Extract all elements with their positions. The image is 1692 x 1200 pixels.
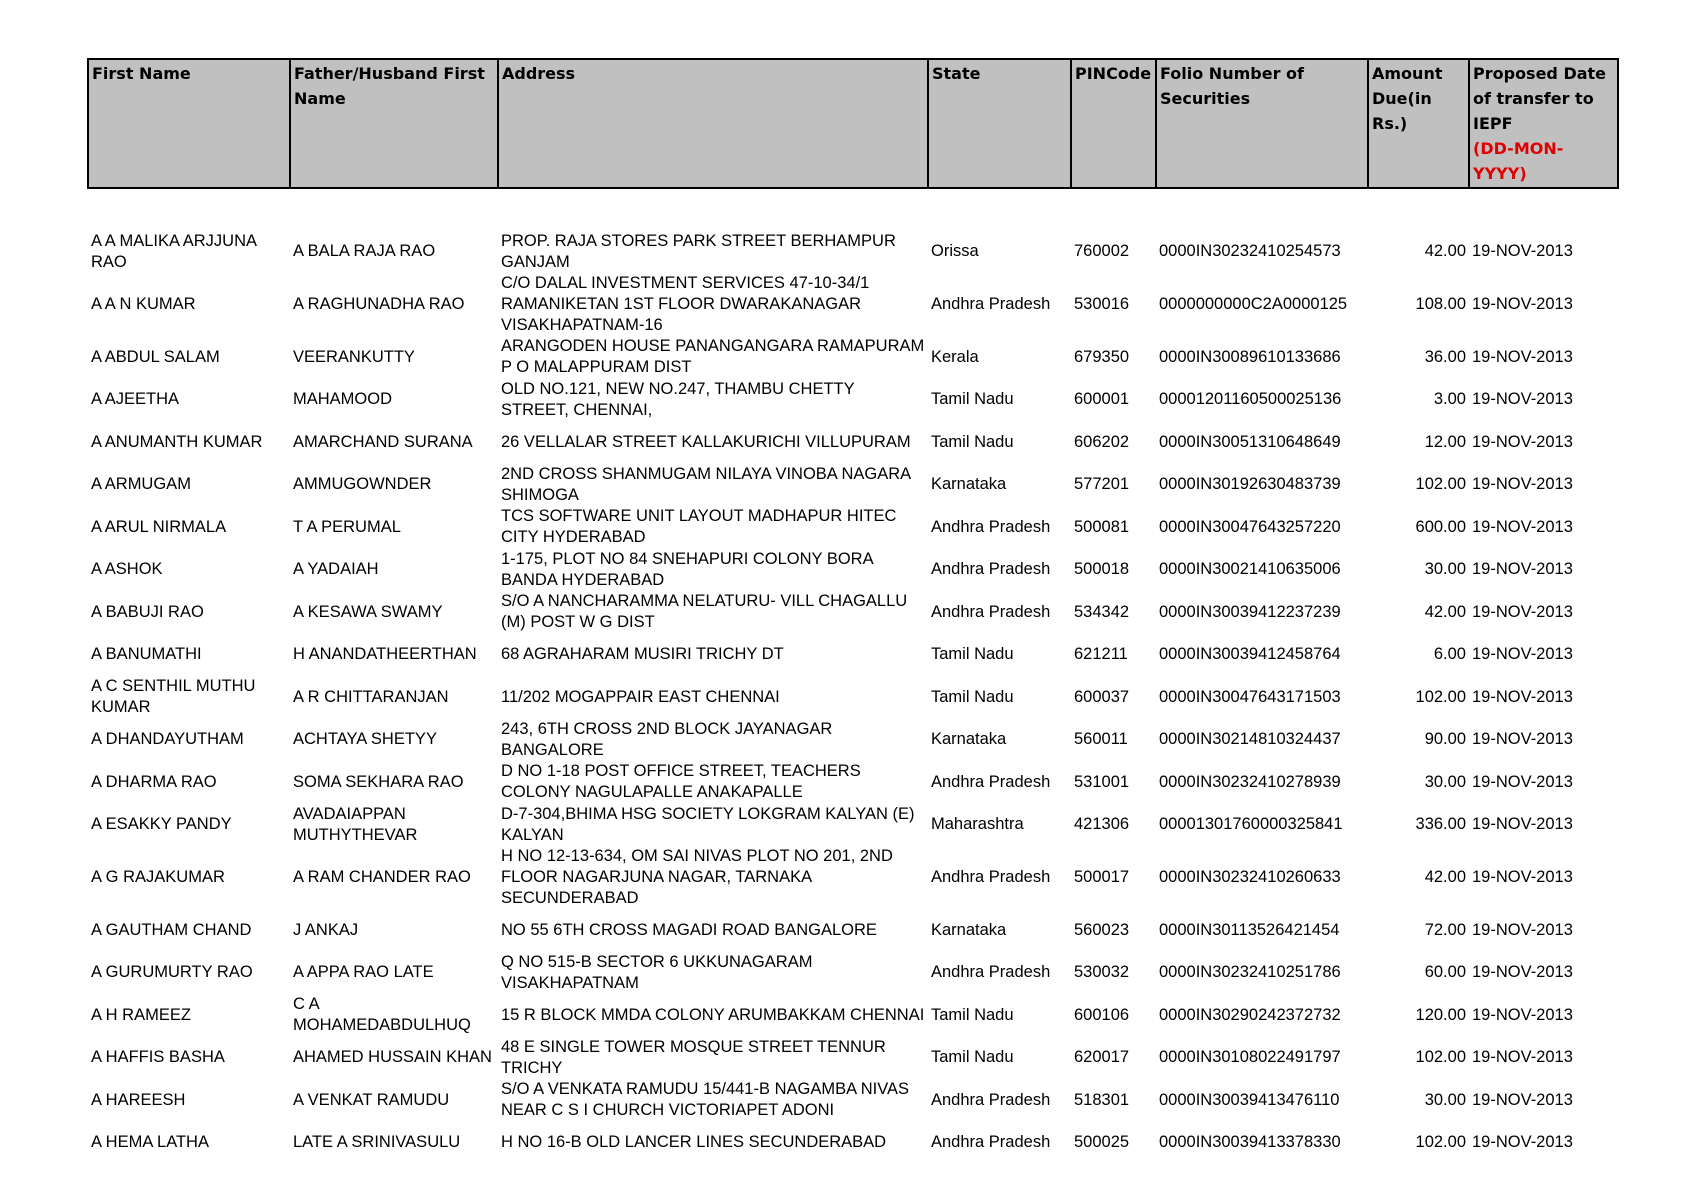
cell-address: H NO 16-B OLD LANCER LINES SECUNDERABAD	[501, 1133, 887, 1152]
cell-state: Andhra Pradesh	[931, 868, 1051, 886]
cell-state: Tamil Nadu	[931, 390, 1014, 409]
cell-first-name: A DHANDAYUTHAM	[91, 730, 244, 749]
table-row	[88, 591, 1618, 634]
table-row	[88, 421, 1618, 464]
cell-pincode: 560023	[1074, 920, 1130, 939]
cell-proposed-date: 19-NOV-2013	[1472, 730, 1573, 749]
cell-first-name: A AJEETHA	[91, 390, 180, 409]
cell-pincode: 421306	[1074, 815, 1130, 834]
cell-proposed-date: 19-NOV-2013	[1472, 475, 1573, 494]
cell-first-name: A DHARMA RAO	[91, 772, 217, 791]
cell-first-name: A H RAMEEZ	[91, 1005, 191, 1024]
cell-father-husband-name: A RAM CHANDER RAO	[293, 868, 471, 886]
cell-pincode: 600106	[1074, 1005, 1130, 1024]
cell-folio-number: 0000IN30232410278939	[1159, 772, 1341, 791]
table-row	[88, 1079, 1618, 1122]
cell-father-husband-name: AHAMED HUSSAIN KHAN	[293, 1048, 492, 1067]
header-address: Address	[498, 59, 928, 188]
cell-father-husband-name: C A MOHAMEDABDULHUQ	[293, 995, 471, 1035]
cell-amount-due: 102.00	[1415, 687, 1466, 706]
cell-state: Andhra Pradesh	[931, 1133, 1051, 1152]
cell-pincode: 679350	[1074, 347, 1130, 366]
cell-amount-due: 12.00	[1424, 432, 1466, 451]
cell-proposed-date: 19-NOV-2013	[1472, 517, 1573, 536]
cell-folio-number: 0000IN30039412458764	[1159, 645, 1341, 664]
table-row	[88, 464, 1618, 507]
cell-folio-number: 0000IN30232410251786	[1159, 963, 1341, 982]
cell-address: 243, 6TH CROSS 2ND BLOCK JAYANAGAR BANGALORE	[501, 719, 833, 759]
cell-amount-due: 30.00	[1424, 1090, 1466, 1109]
table-row	[88, 846, 1618, 909]
cell-amount-due: 90.00	[1424, 730, 1466, 749]
cell-proposed-date: 19-NOV-2013	[1472, 687, 1573, 706]
cell-amount-due: 36.00	[1424, 347, 1466, 366]
cell-father-husband-name: AMMUGOWNDER	[293, 475, 432, 494]
table-row	[88, 761, 1618, 804]
cell-first-name: A GURUMURTY RAO	[91, 963, 253, 982]
cell-proposed-date: 19-NOV-2013	[1472, 868, 1573, 886]
cell-father-husband-name: ACHTAYA SHETYY	[293, 730, 437, 749]
cell-state: Andhra Pradesh	[931, 1090, 1051, 1109]
cell-state: Andhra Pradesh	[931, 560, 1051, 579]
cell-folio-number: 0000IN30108022491797	[1159, 1048, 1341, 1067]
header-row	[88, 59, 1618, 188]
cell-proposed-date: 19-NOV-2013	[1472, 347, 1573, 366]
cell-pincode: 500018	[1074, 560, 1130, 579]
cell-amount-due: 108.00	[1415, 295, 1466, 313]
cell-father-husband-name: A APPA RAO LATE	[293, 963, 434, 982]
cell-amount-due: 336.00	[1415, 815, 1466, 834]
table-row	[88, 1122, 1618, 1165]
table-row	[88, 719, 1618, 762]
cell-amount-due: 60.00	[1424, 963, 1466, 982]
cell-first-name: A ESAKKY PANDY	[91, 815, 232, 834]
cell-first-name: A BANUMATHI	[91, 645, 202, 664]
cell-pincode: 500025	[1074, 1133, 1130, 1152]
cell-folio-number: 0000IN30021410635006	[1159, 560, 1341, 579]
cell-state: Tamil Nadu	[931, 645, 1014, 664]
cell-father-husband-name: H ANANDATHEERTHAN	[293, 645, 477, 664]
cell-proposed-date: 19-NOV-2013	[1472, 645, 1573, 664]
cell-father-husband-name: J ANKAJ	[293, 920, 359, 939]
cell-first-name: A HEMA LATHA	[91, 1133, 209, 1152]
cell-folio-number: 0000IN30232410260633	[1159, 868, 1341, 886]
cell-address: D NO 1-18 POST OFFICE STREET, TEACHERS COLONY NAGULAPALLE ANAKAPALLE	[501, 762, 861, 802]
cell-amount-due: 30.00	[1424, 560, 1466, 579]
iepf-unclaimed-amount-table	[87, 58, 1619, 1164]
table-row	[88, 549, 1618, 592]
table-row	[88, 231, 1618, 274]
cell-amount-due: 42.00	[1424, 602, 1466, 621]
cell-address: 2ND CROSS SHANMUGAM NILAYA VINOBA NAGARA SHIMOGA	[501, 464, 911, 504]
cell-address: 15 R BLOCK MMDA COLONY ARUMBAKKAM CHENNAI	[501, 1005, 925, 1024]
cell-first-name: A A MALIKA ARJJUNA RAO	[91, 231, 257, 271]
cell-father-husband-name: A RAGHUNADHA RAO	[293, 295, 465, 313]
cell-address: PROP. RAJA STORES PARK STREET BERHAMPUR GANJAM	[501, 231, 896, 271]
cell-folio-number: 0000IN30290242372732	[1159, 1005, 1341, 1024]
cell-first-name: A ARUL NIRMALA	[91, 517, 227, 536]
cell-folio-number: 0000IN30214810324437	[1159, 730, 1341, 749]
cell-first-name: A HAREESH	[91, 1090, 186, 1109]
cell-pincode: 620017	[1074, 1048, 1130, 1067]
cell-amount-due: 102.00	[1415, 1048, 1466, 1067]
cell-state: Andhra Pradesh	[931, 602, 1051, 621]
cell-state: Orissa	[931, 242, 979, 261]
cell-pincode: 500017	[1074, 868, 1130, 886]
cell-address: NO 55 6TH CROSS MAGADI ROAD BANGALORE	[501, 920, 877, 939]
cell-address: 26 VELLALAR STREET KALLAKURICHI VILLUPURAM	[501, 432, 911, 451]
table-row	[88, 994, 1618, 1037]
cell-address: H NO 12-13-634, OM SAI NIVAS PLOT NO 201, 2ND FLOOR NAGARJUNA NAGAR, TARNAKA SECUNDERABAD	[501, 847, 893, 907]
cell-address: ARANGODEN HOUSE PANANGANGARA RAMAPURAM P O MALAPPURAM DIST	[501, 337, 925, 377]
cell-address: TCS SOFTWARE UNIT LAYOUT MADHAPUR HITEC CITY HYDERABAD	[501, 507, 897, 547]
cell-folio-number: 0000IN30039413378330	[1159, 1133, 1341, 1152]
cell-pincode: 600037	[1074, 687, 1130, 706]
cell-state: Andhra Pradesh	[931, 295, 1051, 313]
header-pincode: PINCode	[1071, 59, 1156, 188]
cell-folio-number: 0000IN30047643171503	[1159, 687, 1341, 706]
cell-pincode: 500081	[1074, 517, 1130, 536]
cell-father-husband-name: T A PERUMAL	[293, 517, 401, 536]
cell-father-husband-name: A VENKAT RAMUDU	[293, 1090, 450, 1109]
cell-folio-number: 0000IN30113526421454	[1159, 920, 1340, 939]
cell-pincode: 560011	[1074, 730, 1128, 749]
cell-pincode: 606202	[1074, 432, 1130, 451]
table-row	[88, 273, 1618, 336]
cell-state: Andhra Pradesh	[931, 963, 1051, 982]
cell-address: D-7-304,BHIMA HSG SOCIETY LOKGRAM KALYAN (E) KALYAN	[501, 804, 915, 844]
cell-first-name: A HAFFIS BASHA	[91, 1048, 225, 1067]
cell-father-husband-name: A KESAWA SWAMY	[293, 602, 443, 621]
header-father-husband-name: Father/Husband First Name	[290, 59, 498, 188]
cell-state: Kerala	[931, 347, 979, 366]
table-row	[88, 379, 1618, 422]
cell-pincode: 531001	[1074, 772, 1130, 791]
cell-state: Tamil Nadu	[931, 687, 1014, 706]
table-row	[88, 676, 1618, 719]
cell-state: Karnataka	[931, 730, 1007, 749]
cell-pincode: 534342	[1074, 602, 1130, 621]
cell-father-husband-name: VEERANKUTTY	[293, 347, 415, 366]
cell-first-name: A ABDUL SALAM	[91, 347, 220, 366]
cell-folio-number: 0000IN30047643257220	[1159, 517, 1341, 536]
header-proposed-date	[1469, 59, 1618, 188]
cell-father-husband-name: A R CHITTARANJAN	[293, 687, 449, 706]
cell-proposed-date: 19-NOV-2013	[1472, 1005, 1573, 1024]
cell-address: 1-175, PLOT NO 84 SNEHAPURI COLONY BORA BANDA HYDERABAD	[501, 549, 873, 589]
cell-state: Maharashtra	[931, 815, 1024, 834]
cell-pincode: 530016	[1074, 295, 1130, 313]
header-folio-number: Folio Number of Securities	[1156, 59, 1368, 188]
cell-proposed-date: 19-NOV-2013	[1472, 242, 1573, 261]
cell-amount-due: 102.00	[1415, 1133, 1466, 1152]
cell-address: 11/202 MOGAPPAIR EAST CHENNAI	[501, 687, 780, 706]
cell-folio-number: 0000IN30039413476110	[1159, 1090, 1340, 1109]
cell-address: S/O A VENKATA RAMUDU 15/441-B NAGAMBA NIVAS NEAR C S I CHURCH VICTORIAPET ADONI	[501, 1080, 910, 1120]
cell-first-name: A GAUTHAM CHAND	[91, 920, 252, 939]
header-state: State	[928, 59, 1071, 188]
cell-proposed-date: 19-NOV-2013	[1472, 815, 1573, 834]
header-date-format: (DD-MON-YYYY)	[1473, 139, 1564, 183]
cell-pincode: 518301	[1074, 1090, 1130, 1109]
cell-pincode: 530032	[1074, 963, 1130, 982]
cell-proposed-date: 19-NOV-2013	[1472, 432, 1573, 451]
cell-amount-due: 6.00	[1433, 645, 1466, 664]
cell-state: Tamil Nadu	[931, 432, 1014, 451]
cell-address: C/O DALAL INVESTMENT SERVICES 47-10-34/1 RAMANIKETAN 1ST FLOOR DWARAKANAGAR VISAKHAPATNAM-16	[501, 274, 870, 334]
table-row	[88, 804, 1618, 847]
cell-first-name: A ANUMANTH KUMAR	[91, 432, 263, 451]
cell-state: Tamil Nadu	[931, 1005, 1014, 1024]
cell-pincode: 621211	[1074, 645, 1128, 664]
cell-proposed-date: 19-NOV-2013	[1472, 602, 1573, 621]
cell-state: Karnataka	[931, 920, 1007, 939]
cell-state: Andhra Pradesh	[931, 517, 1051, 536]
cell-amount-due: 30.00	[1424, 772, 1466, 791]
cell-first-name: A C SENTHIL MUTHU KUMAR	[91, 677, 256, 717]
cell-proposed-date: 19-NOV-2013	[1472, 1090, 1573, 1109]
table-row	[88, 1037, 1618, 1080]
cell-state: Andhra Pradesh	[931, 772, 1051, 791]
cell-folio-number: 0000IN30051310648649	[1159, 432, 1341, 451]
cell-folio-number: 0000IN30192630483739	[1159, 475, 1341, 494]
cell-father-husband-name: A YADAIAH	[293, 560, 379, 579]
cell-pincode: 760002	[1074, 242, 1130, 261]
cell-father-husband-name: AMARCHAND SURANA	[293, 432, 473, 451]
cell-first-name: A ARMUGAM	[91, 475, 191, 494]
cell-proposed-date: 19-NOV-2013	[1472, 560, 1573, 579]
cell-first-name: A A N KUMAR	[91, 295, 196, 313]
cell-address: Q NO 515-B SECTOR 6 UKKUNAGARAM VISAKHAPATNAM	[501, 952, 813, 992]
cell-folio-number: 0000IN30039412237239	[1159, 602, 1341, 621]
table-row	[88, 336, 1618, 379]
cell-proposed-date: 19-NOV-2013	[1472, 920, 1573, 939]
spacer-row	[88, 188, 1618, 231]
cell-proposed-date: 19-NOV-2013	[1472, 1048, 1573, 1067]
cell-father-husband-name: LATE A SRINIVASULU	[293, 1133, 461, 1152]
cell-amount-due: 42.00	[1424, 242, 1466, 261]
cell-father-husband-name: MAHAMOOD	[293, 390, 392, 409]
cell-amount-due: 120.00	[1415, 1005, 1466, 1024]
header-amount-due: Amount Due(in Rs.)	[1368, 59, 1469, 188]
cell-first-name: A ASHOK	[91, 560, 163, 579]
header-proposed-date-label: Proposed Date of transfer to IEPF	[1473, 64, 1607, 133]
cell-folio-number: 00001301760000325841	[1159, 815, 1343, 834]
cell-state: Tamil Nadu	[931, 1048, 1014, 1067]
cell-pincode: 577201	[1074, 475, 1130, 494]
cell-father-husband-name: SOMA SEKHARA RAO	[293, 772, 464, 791]
cell-folio-number: 0000IN30089610133686	[1159, 347, 1341, 366]
cell-proposed-date: 19-NOV-2013	[1472, 295, 1573, 313]
cell-address: 48 E SINGLE TOWER MOSQUE STREET TENNUR TRICHY	[501, 1037, 886, 1077]
cell-address: S/O A NANCHARAMMA NELATURU- VILL CHAGALLU (M) POST W G DIST	[501, 592, 908, 632]
cell-state: Karnataka	[931, 475, 1007, 494]
cell-proposed-date: 19-NOV-2013	[1472, 1133, 1573, 1152]
cell-father-husband-name: AVADAIAPPAN MUTHYTHEVAR	[293, 804, 418, 844]
cell-pincode: 600001	[1074, 390, 1130, 409]
table-row	[88, 506, 1618, 549]
cell-amount-due: 102.00	[1415, 475, 1466, 494]
cell-proposed-date: 19-NOV-2013	[1472, 390, 1573, 409]
cell-amount-due: 600.00	[1415, 517, 1466, 536]
table-row	[88, 909, 1618, 952]
header-first-name: First Name	[88, 59, 290, 188]
cell-first-name: A BABUJI RAO	[91, 602, 204, 621]
cell-address: 68 AGRAHARAM MUSIRI TRICHY DT	[501, 645, 784, 664]
cell-folio-number: 0000IN30232410254573	[1159, 242, 1341, 261]
table-row	[88, 952, 1618, 995]
cell-proposed-date: 19-NOV-2013	[1472, 772, 1573, 791]
cell-folio-number: 00001201160500025136	[1159, 390, 1342, 409]
cell-proposed-date: 19-NOV-2013	[1472, 963, 1573, 982]
cell-folio-number: 0000000000C2A0000125	[1159, 295, 1348, 313]
cell-first-name: A G RAJAKUMAR	[91, 868, 225, 886]
cell-address: OLD NO.121, NEW NO.247, THAMBU CHETTY STREET, CHENNAI,	[501, 379, 855, 419]
cell-amount-due: 42.00	[1424, 868, 1466, 886]
cell-amount-due: 3.00	[1433, 390, 1466, 409]
cell-amount-due: 72.00	[1424, 920, 1466, 939]
cell-father-husband-name: A BALA RAJA RAO	[293, 242, 436, 261]
table-row	[88, 634, 1618, 677]
